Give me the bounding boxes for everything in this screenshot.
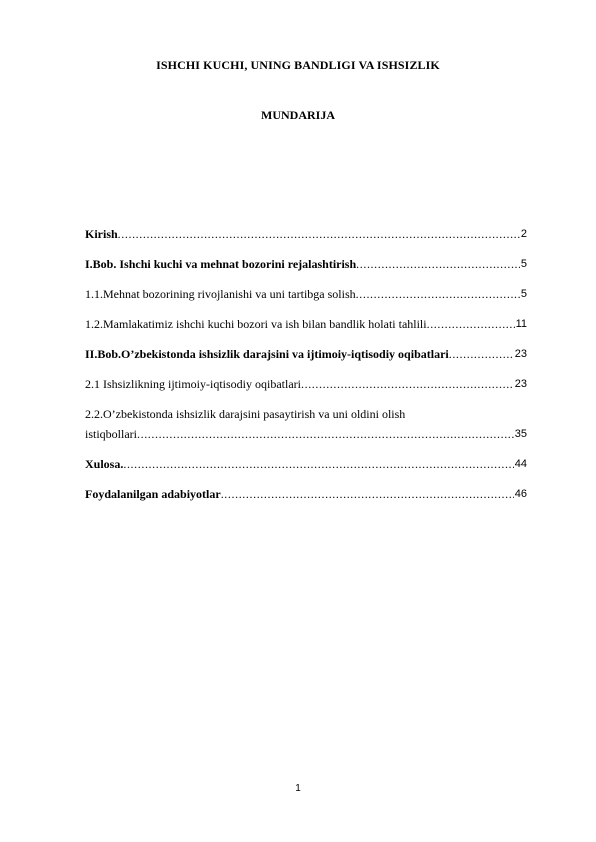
toc-leader-dots [301,376,514,392]
toc-entry-section-1-2[interactable] [85,316,527,332]
toc-entry-line2 [85,426,527,442]
toc-entry-page: 23 [514,378,527,390]
toc-entry-page: 46 [514,488,527,500]
toc-entry-xulosa[interactable] [85,456,527,472]
toc-entry-kirish[interactable] [85,226,527,242]
toc-entry-text-line1: 2.2.O’zbekistonda ishsizlik darajsini pasaytirish va uni oldini olish [85,407,406,421]
toc-entry-page: 23 [514,348,527,360]
toc-leader-dots [356,286,520,302]
toc-entry-text: 2.1 Ishsizlikning ijtimoiy-iqtisodiy oqibatlari [85,377,301,391]
toc-entry-chapter-1[interactable] [85,256,527,272]
toc-leader-dots [221,486,514,502]
toc-entry-text-line2: istiqbollari [85,427,137,441]
table-of-contents [85,226,527,516]
toc-entry-section-2-2[interactable] [85,406,527,442]
page-number: 1 [295,783,301,794]
toc-heading: MUNDARIJA [261,108,335,122]
document-title: ISHCHI KUCHI, UNING BANDLIGI VA ISHSIZLIK [156,58,440,72]
toc-entry-page: 11 [515,318,527,330]
toc-entry-text: I.Bob. Ishchi kuchi va mehnat bozorini rejalashtirish [85,257,357,271]
toc-entry-text: Kirish [85,227,118,241]
toc-entry-chapter-2[interactable] [85,346,527,362]
toc-entry-text: 1.2.Mamlakatimiz ishchi kuchi bozori va ish bilan bandlik holati tahlili [85,317,427,331]
toc-entry-page: 2 [520,228,527,240]
toc-entry-text: Foydalanilgan adabiyotlar [85,487,221,501]
toc-entry-section-1-1[interactable] [85,286,527,302]
toc-leader-dots [356,256,520,272]
toc-entry-page: 5 [520,258,527,270]
toc-entry-page: 44 [514,458,527,470]
toc-leader-dots [427,316,515,332]
toc-leader-dots [118,226,520,242]
toc-entry-text: 1.1.Mehnat bozorining rivojlanishi va uni tartibga solish [85,287,356,301]
toc-entry-section-2-1[interactable] [85,376,527,392]
toc-entry-references[interactable] [85,486,527,502]
toc-entry-page: 35 [514,428,527,440]
toc-leader-dots [137,426,514,442]
toc-leader-dots [449,346,514,362]
toc-entry-text: Xulosa. [85,457,124,471]
toc-entry-page: 5 [520,288,527,300]
toc-entry-text: II.Bob.O’zbekistonda ishsizlik darajsini va ijtimoiy-iqtisodiy oqibatlari [85,347,449,361]
toc-leader-dots [123,456,513,472]
